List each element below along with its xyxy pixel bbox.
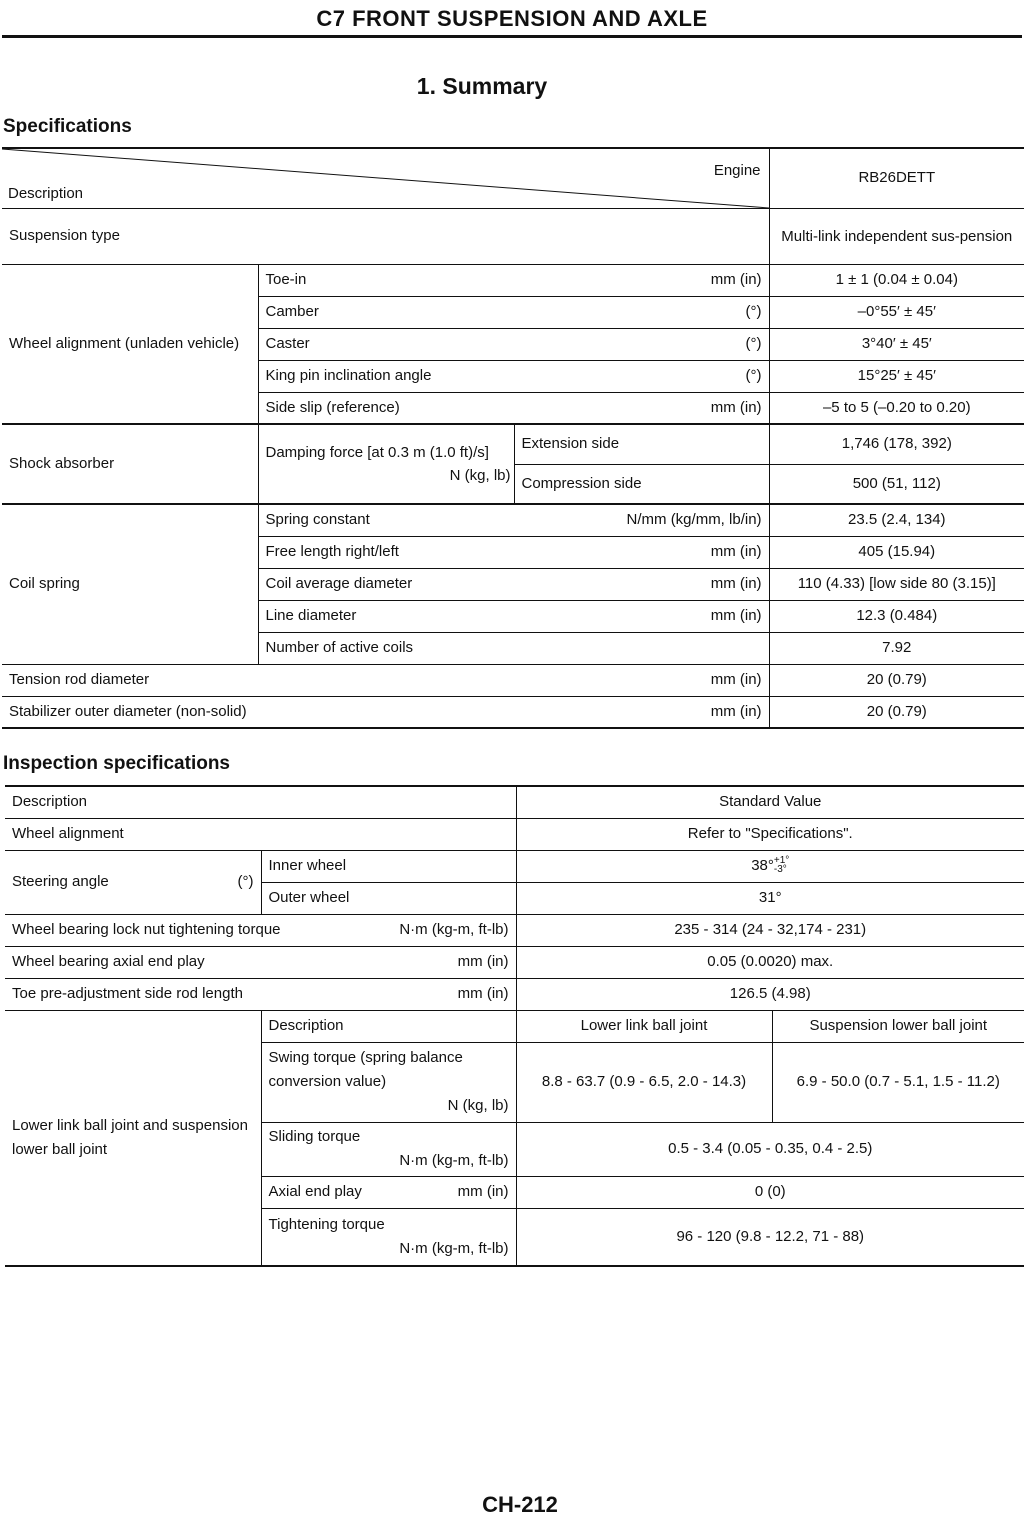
suspension-type-value: Multi-link independent sus-pension — [769, 208, 1024, 264]
axial-end-play-value: 0 (0) — [516, 1176, 1024, 1208]
spec-header-row — [2, 148, 1024, 208]
coil-spring-item: Number of active coils — [258, 632, 769, 664]
wheel-alignment-item: Side slip (reference) mm (in) — [258, 392, 769, 424]
coil-spring-value: 110 (4.33) [low side 80 (3.15)] — [769, 568, 1024, 600]
stabilizer-label: Stabilizer outer diameter (non-solid) mm (in) — [2, 696, 769, 728]
coil-spring-value: 7.92 — [769, 632, 1024, 664]
outer-wheel-label: Outer wheel — [261, 882, 516, 914]
wheel-alignment-value: 3°40′ ± 45′ — [769, 328, 1024, 360]
coil-spring-value: 23.5 (2.4, 134) — [769, 504, 1024, 536]
swing-torque-label: Swing torque (spring balance conversion value) — [268, 1049, 463, 1090]
coil-spring-item: Line diameter mm (in) — [258, 600, 769, 632]
inner-tol-plus: +1° — [773, 855, 790, 866]
sliding-torque-unit: N·m (kg-m, ft-lb) — [399, 1152, 509, 1169]
sliding-torque-value: 0.5 - 3.4 (0.05 - 0.35, 0.4 - 2.5) — [516, 1122, 1024, 1176]
ball-joint-description-header: Description — [261, 1010, 516, 1042]
specifications-table — [2, 147, 1024, 729]
axial-end-play-label: Axial end play mm (in) — [261, 1176, 516, 1208]
coil-spring-item: Spring constant N/mm (kg/mm, lb/in) — [258, 504, 769, 536]
lower-link-header: Lower link ball joint — [516, 1010, 772, 1042]
engine-value: RB26DETT — [769, 148, 1024, 208]
inspection-wheel-alignment-row — [5, 818, 1024, 850]
page-number: CH-212 — [482, 1492, 558, 1517]
standard-value-header: Standard Value — [516, 786, 1024, 818]
shock-absorber-label: Shock absorber — [2, 424, 258, 504]
wheel-alignment-row — [2, 264, 1024, 296]
coil-spring-label: Coil spring — [2, 504, 258, 664]
wheel-alignment-value: –5 to 5 (–0.20 to 0.20) — [769, 392, 1024, 424]
inspection-row-label: Toe pre-adjustment side rod length mm (in) — [5, 978, 516, 1010]
ball-joint-label: Lower link ball joint and suspension lower ball joint — [5, 1010, 261, 1266]
wheel-alignment-value: 1 ± 1 (0.04 ± 0.04) — [769, 264, 1024, 296]
tension-rod-label: Tension rod diameter mm (in) — [2, 664, 769, 696]
wheel-alignment-item: Camber (°) — [258, 296, 769, 328]
inspection-table — [5, 785, 1024, 1267]
swing-torque-cell — [261, 1042, 516, 1122]
stabilizer-value: 20 (0.79) — [769, 696, 1024, 728]
tension-rod-value: 20 (0.79) — [769, 664, 1024, 696]
shock-side-value: 1,746 (178, 392) — [769, 424, 1024, 464]
coil-spring-value: 405 (15.94) — [769, 536, 1024, 568]
sliding-torque-label: Sliding torque — [268, 1128, 361, 1145]
tightening-torque-value: 96 - 120 (9.8 - 12.2, 71 - 88) — [516, 1208, 1024, 1266]
coil-spring-item: Coil average diameter mm (in) — [258, 568, 769, 600]
coil-spring-value: 12.3 (0.484) — [769, 600, 1024, 632]
coil-spring-item: Free length right/left mm (in) — [258, 536, 769, 568]
chapter-title: C7 FRONT SUSPENSION AND AXLE — [316, 6, 708, 31]
inspection-heading: Inspection specifications — [3, 753, 230, 774]
inspection-row-label: Wheel bearing axial end play mm (in) — [5, 946, 516, 978]
inspection-row — [5, 946, 1024, 978]
inner-wheel-label: Inner wheel — [261, 850, 516, 882]
ball-joint-header-row — [5, 1010, 1024, 1042]
inspection-header-row — [5, 786, 1024, 818]
inspection-row-value: 235 - 314 (24 - 32,174 - 231) — [516, 914, 1024, 946]
inspection-description-header: Description — [5, 786, 516, 818]
engine-label: Engine — [713, 162, 761, 179]
wheel-alignment-item: Toe-in mm (in) — [258, 264, 769, 296]
inspection-row-value: 0.05 (0.0020) max. — [516, 946, 1024, 978]
wheel-alignment-value: –0°55′ ± 45′ — [769, 296, 1024, 328]
tightening-torque-cell — [261, 1208, 516, 1266]
tension-rod-row — [2, 664, 1024, 696]
shock-side-label: Compression side — [514, 464, 769, 504]
swing-torque-value-1: 8.8 - 63.7 (0.9 - 6.5, 2.0 - 14.3) — [516, 1042, 772, 1122]
damping-force-unit: N (kg, lb) — [449, 467, 511, 484]
stabilizer-row — [2, 696, 1024, 728]
inspection-row-value: 126.5 (4.98) — [516, 978, 1024, 1010]
suspension-type-label: Suspension type — [2, 208, 769, 264]
diagonal-header-cell — [2, 148, 769, 208]
description-label: Description — [8, 185, 84, 202]
sliding-torque-cell — [261, 1122, 516, 1176]
diagonal-line — [2, 149, 769, 209]
coil-spring-row — [2, 504, 1024, 536]
shock-side-value: 500 (51, 112) — [769, 464, 1024, 504]
outer-wheel-value: 31° — [516, 882, 1024, 914]
wheel-alignment-item: King pin inclination angle (°) — [258, 360, 769, 392]
steering-angle-row — [5, 850, 1024, 882]
wheel-alignment-item: Caster (°) — [258, 328, 769, 360]
damping-force-label: Damping force [at 0.3 m (1.0 ft)/s] — [265, 444, 489, 461]
wheel-alignment-label: Wheel alignment (unladen vehicle) — [2, 264, 258, 424]
specifications-heading: Specifications — [3, 116, 132, 137]
inspection-row — [5, 914, 1024, 946]
swing-torque-unit: N (kg, lb) — [447, 1097, 509, 1114]
inspection-wheel-alignment-label: Wheel alignment — [5, 818, 516, 850]
tightening-torque-unit: N·m (kg-m, ft-lb) — [399, 1239, 509, 1257]
inspection-row-label: Wheel bearing lock nut tightening torque N·m (kg-m, ft-lb) — [5, 914, 516, 946]
shock-absorber-row — [2, 424, 1024, 464]
inner-wheel-value: 38° +1° -3° — [516, 850, 1024, 882]
inspection-wheel-alignment-value: Refer to "Specifications". — [516, 818, 1024, 850]
steering-angle-label: Steering angle (°) — [5, 850, 261, 914]
suspension-lower-header: Suspension lower ball joint — [772, 1010, 1024, 1042]
inner-tol-minus: -3° — [773, 864, 787, 875]
tightening-torque-label: Tightening torque — [268, 1215, 385, 1233]
damping-force-cell — [258, 424, 514, 504]
summary-title: 1. Summary — [416, 73, 548, 99]
chapter-rule — [2, 35, 1022, 38]
suspension-type-row — [2, 208, 1024, 264]
swing-torque-value-2: 6.9 - 50.0 (0.7 - 5.1, 1.5 - 11.2) — [772, 1042, 1024, 1122]
wheel-alignment-value: 15°25′ ± 45′ — [769, 360, 1024, 392]
inspection-row — [5, 978, 1024, 1010]
shock-side-label: Extension side — [514, 424, 769, 464]
